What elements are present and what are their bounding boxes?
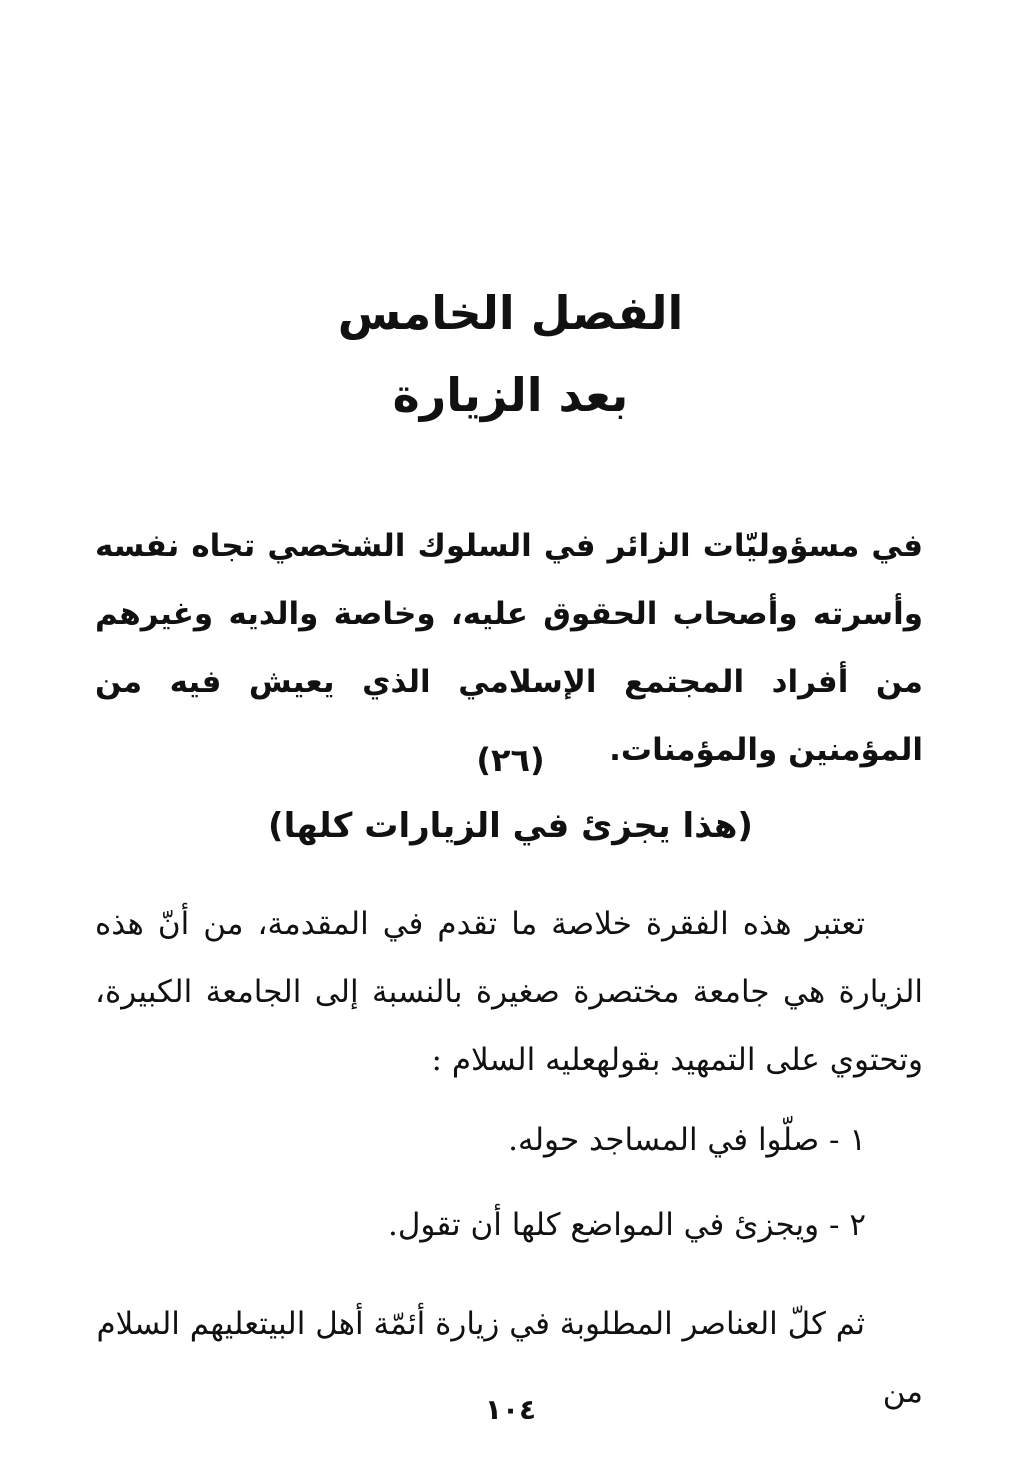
list-item: ١ - صلّوا في المساجد حوله. [508,1122,866,1158]
body-paragraph: تعتبر هذه الفقرة خلاصة ما تقدم في المقدمة، من أنّ هذه الزيارة هي جامعة مختصرة صغيرة بالنسبة إلى الجامعة الكبيرة، وتحتوي على التمهيد بقولهعليه السلام : [95,906,923,1078]
chapter-subtitle: بعد الزيارة [392,368,629,422]
section-number: (٢٦) [476,741,545,779]
closing-paragraph: ثم كلّ العناصر المطلوبة في زيارة أئمّة أهل البيتعليهم السلام من [96,1306,923,1410]
list-item: ٢ - ويجزئ في المواضع كلها أن تقول. [387,1207,866,1243]
chapter-intro: في مسؤوليّات الزائر في السلوك الشخصي تجاه نفسه وأسرته وأصحاب الحقوق عليه، وخاصة والديه وغيرهم من أفراد المجتمع الإسلامي الذي يعيش فيه من المؤمنين والمؤمنات. [95,528,923,768]
chapter-title: الفصل الخامس [337,286,684,340]
section-title: (هذا يجزئ في الزيارات كلها) [268,806,753,846]
page-number: ١٠٤ [484,1393,537,1426]
